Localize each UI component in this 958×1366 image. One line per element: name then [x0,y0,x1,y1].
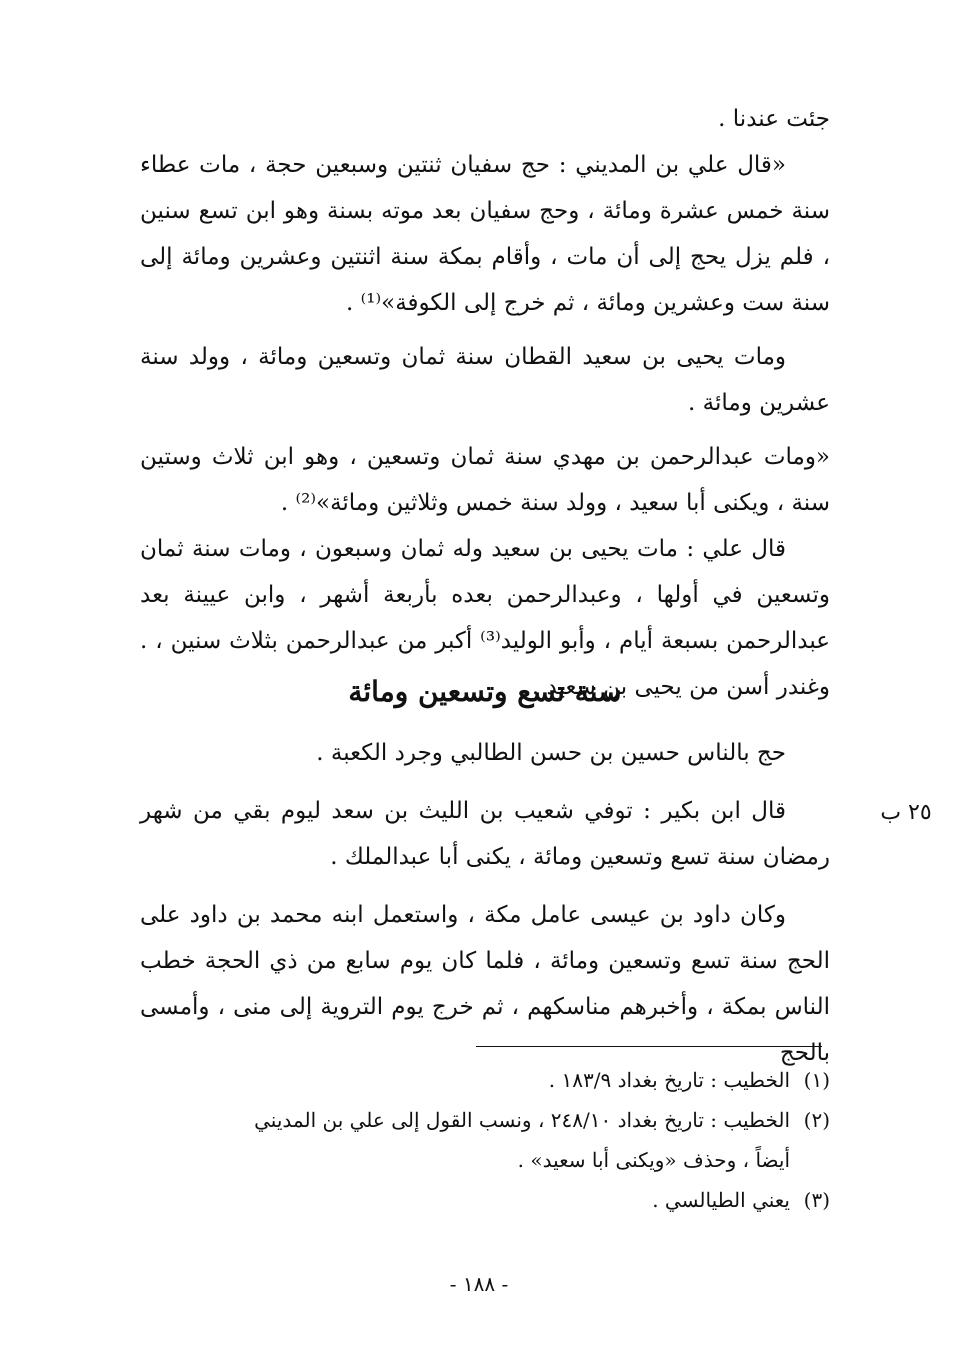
footnote-text: الخطيب : تاريخ بغداد ١٨٣/٩ . [548,1068,790,1092]
paragraph-hajj: حج بالناس حسين بن حسن الطالبي وجرد الكعبة . [316,740,786,766]
paragraph-dawud-ibn-isa: وكان داود بن عيسى عامل مكة ، واستعمل ابنه محمد بن داود على الحج سنة تسع وتسعين ومائة ، فلما كان يوم سابع من ذي الحجة خطب الناس بمكة ، وأخبرهم مناسكهم ، ثم خرج يوم التروية إلى منى ، وأمسى بالحج [140,902,830,1066]
footnote-number: (١) [803,1068,830,1092]
section-heading: سنة تسع وتسعين ومائة [348,675,622,708]
paragraph-ali-ibn-madini: «قال علي بن المديني : حج سفيان ثنتين وسبعين حجة ، مات عطاء سنة خمس عشرة ومائة ، وحج سفيان بعد موته بسنة وهو ابن تسع سنين ، فلم يزل يحج إلى أن مات ، وأقام بمكة سنة اثنتين وعشرين ومائة إلى سنة ست وعشرين ومائة ، ثم خرج إلى الكوفة»⁽¹⁾ . [140,152,830,316]
paragraph-continuation: جئت عندنا . [718,106,830,132]
main-text-top [140,96,830,710]
paragraph-abdulrahman-mahdi: «ومات عبدالرحمن بن مهدي سنة ثمان وتسعين ، وهو ابن ثلاث وستين سنة ، ويكنى أبا سعيد ، وولد سنة خمس وثلاثين ومائة»⁽²⁾ . [140,444,830,516]
main-text-section [140,730,830,1076]
footnote-divider [476,1046,822,1047]
footnote-text: يعني الطيالسي . [652,1188,790,1212]
paragraph-qal-ali: قال علي : مات يحيى بن سعيد وله ثمان وسبعون ، ومات سنة ثمان وتسعين في أولها ، وعبدالرحمن بعده بأربعة أشهر ، وابن عيينة بعد عبدالرحمن بسبعة أيام ، وأبو الوليد⁽³⁾ أكبر من عبدالرحمن بثلاث سنين ، . وغندر أسن من يحيى بن سعيد . [140,536,830,700]
footnotes [140,1060,830,1220]
footnote-3 [140,1180,830,1220]
footnote-number: (٣) [803,1188,830,1212]
footnote-1 [140,1060,830,1100]
footnote-number: (٢) [803,1108,830,1132]
footnote-2 [140,1100,830,1140]
page-number: - ١٨٨ - [449,1272,509,1296]
margin-folio-note: ٢٥ ب [880,800,932,825]
paragraph-shuayb-death: قال ابن بكير : توفي شعيب بن الليث بن سعد ليوم بقي من شهر رمضان سنة تسع وتسعين ومائة ، يكنى أبا عبدالملك . [140,798,830,870]
footnote-2-continuation: أيضاً ، وحذف «ويكنى أبا سعيد» . [517,1148,790,1172]
paragraph-yahya-qattan: ومات يحيى بن سعيد القطان سنة ثمان وتسعين ومائة ، وولد سنة عشرين ومائة . [140,344,830,416]
footnote-text: الخطيب : تاريخ بغداد ٢٤٨/١٠ ، ونسب القول إلى علي بن المديني [254,1108,790,1132]
